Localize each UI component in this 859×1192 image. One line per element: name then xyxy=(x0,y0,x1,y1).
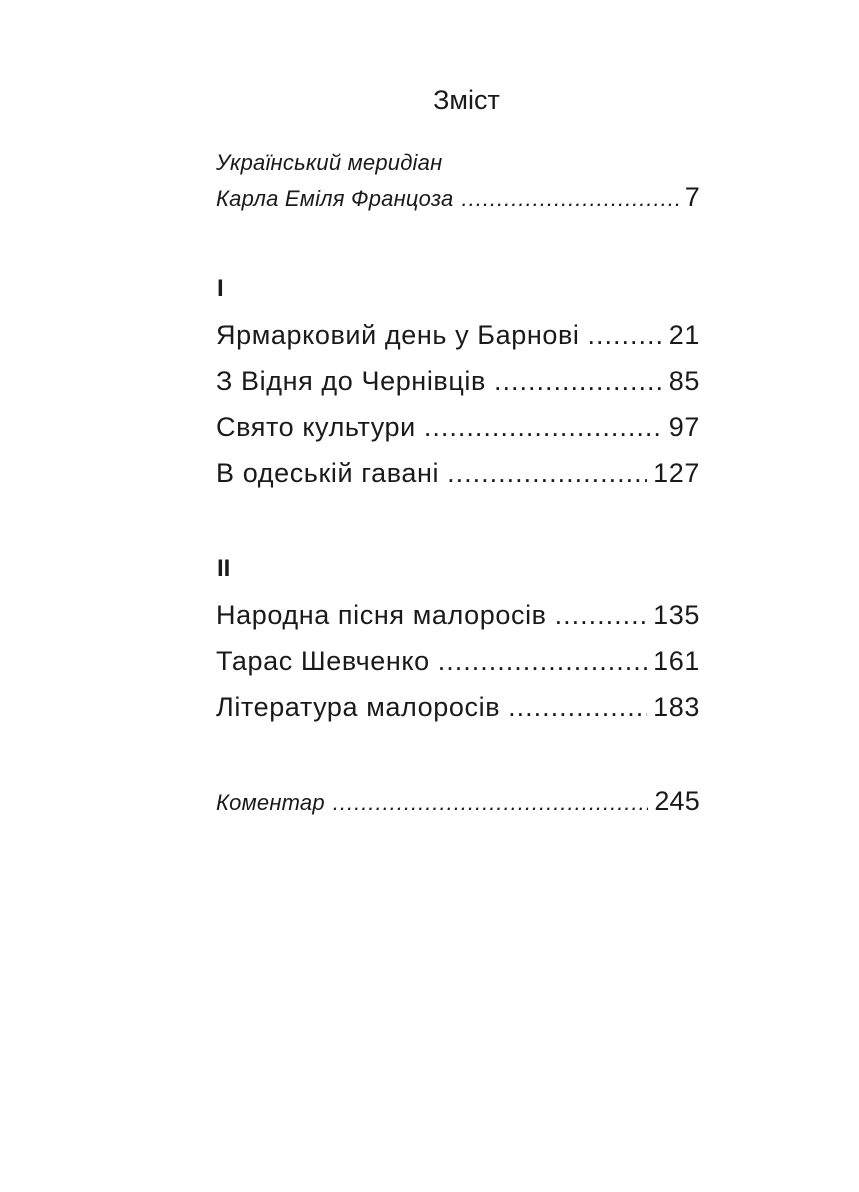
dot-leader xyxy=(438,638,647,684)
toc-entry-intro-line1: Український меридіан xyxy=(216,150,443,175)
page-title: Зміст xyxy=(433,85,500,115)
toc-entry xyxy=(216,312,700,358)
section-2-entries xyxy=(216,592,700,730)
dot-leader xyxy=(494,358,663,404)
toc-entry xyxy=(216,784,700,820)
toc-entry xyxy=(216,358,700,404)
toc-entry-title: В одеській гавані xyxy=(216,458,440,488)
toc-entry-intro-line2 xyxy=(216,180,700,216)
toc-entry-title: Свято культури xyxy=(216,412,416,442)
toc-entry-intro xyxy=(216,146,700,216)
toc-entry-title: Коментар xyxy=(216,790,325,815)
toc-entry xyxy=(216,404,700,450)
toc-entry-page: 97 xyxy=(668,412,700,442)
toc-entry-page: 135 xyxy=(653,600,700,630)
dot-leader xyxy=(333,786,649,820)
dot-leader xyxy=(508,684,647,730)
toc-entry-page: 127 xyxy=(653,458,700,488)
toc-entry-page: 161 xyxy=(653,646,700,676)
toc-entry-page: 21 xyxy=(668,320,700,350)
dot-leader xyxy=(461,182,678,216)
dot-leader xyxy=(424,404,663,450)
toc-entry-title: Література малоросів xyxy=(216,692,501,722)
toc-entry-page: 85 xyxy=(668,366,700,396)
section-label-1: I xyxy=(217,275,224,302)
toc-entry xyxy=(216,684,700,730)
toc-entry xyxy=(216,638,700,684)
dot-leader xyxy=(588,312,663,358)
dot-leader xyxy=(447,450,647,496)
toc-entry-title: З Відня до Чернівців xyxy=(216,366,486,396)
toc-entry-title: Карла Еміля Францоза xyxy=(216,186,454,211)
section-1-entries xyxy=(216,312,700,496)
toc-entry-page: 245 xyxy=(654,786,700,816)
toc-entry-title: Народна пісня малоросів xyxy=(216,600,547,630)
toc-entry-title: Тарас Шевченко xyxy=(216,646,430,676)
toc-entry-title: Ярмарковий день у Барнові xyxy=(216,320,580,350)
toc-entry-page: 183 xyxy=(653,692,700,722)
toc-entry xyxy=(216,450,700,496)
dot-leader xyxy=(555,592,648,638)
toc-entry-page: 7 xyxy=(684,182,700,212)
toc-entry xyxy=(216,592,700,638)
toc-entry-commentary xyxy=(216,784,700,820)
section-label-2: II xyxy=(217,555,231,582)
